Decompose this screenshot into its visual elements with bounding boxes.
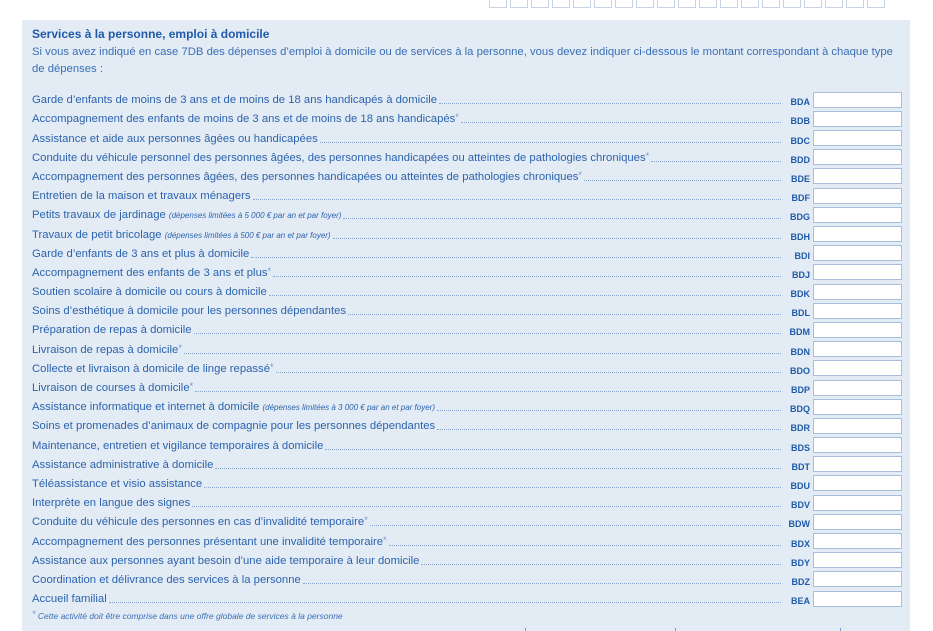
asterisk-mark: * [364,515,368,526]
amount-input-bdj[interactable] [813,264,902,280]
top-box [846,0,864,8]
amount-input-bdk[interactable] [813,284,902,300]
expense-label-text: Accompagnement des enfants de moins de 3 ans et de moins de 18 ans handicapés [32,113,456,126]
box-code: BDD [790,154,810,165]
dot-leader [461,122,781,123]
dot-leader [437,410,781,411]
top-box [825,0,843,8]
amount-input-bdl[interactable] [813,303,902,319]
expense-label [32,555,419,569]
expense-row-bdl [32,300,902,319]
expense-label-text: Soins et promenades d’animaux de compagnie pour les personnes dépendantes [32,420,436,433]
expense-row-bdh [32,223,902,242]
box-code: BDK [790,289,810,300]
expense-label-text: Collecte et livraison à domicile de linge repassé [32,362,270,375]
expense-label-text: Accompagnement des enfants de 3 ans et plus [32,266,268,279]
expense-label-text: Livraison de repas à domicile [32,343,179,356]
top-box [573,0,591,8]
box-code: BDP [790,385,810,395]
box-code: BDG [790,212,810,223]
box-code: BDQ [790,404,810,415]
expense-label-text: Soins d’esthétique à domicile pour les personnes dépendantes [32,305,347,318]
dot-leader [333,238,781,239]
expense-label-text: Téléassistance et visio assistance [32,477,203,490]
expense-row-bdx [32,530,902,549]
amount-input-bde[interactable] [813,168,902,184]
expense-label [32,401,435,415]
top-box [510,0,528,8]
dot-leader [651,161,781,162]
dot-leader [437,429,781,430]
dot-leader [192,506,781,507]
expense-label-text: Interprète en langue des signes [32,497,191,510]
top-box [636,0,654,8]
expense-row-bdo [32,358,902,377]
expense-row-bdr [32,415,902,434]
box-code: BDF [791,193,810,204]
expense-row-bdn [32,338,902,357]
amount-input-bda[interactable] [813,92,902,108]
expense-label [32,171,582,185]
expense-label-text: Conduite du véhicule des personnes en cas d’invalidité temporaire [32,516,365,529]
expense-label [32,420,435,434]
expense-row-bdz [32,569,902,588]
top-box [615,0,633,8]
box-code: BDT [791,461,810,472]
amount-input-bdz[interactable] [813,571,902,587]
dot-leader [348,314,781,315]
box-code: BDE [790,173,810,184]
amount-input-bdo[interactable] [813,360,902,376]
footnote [32,611,343,621]
top-box [489,0,507,8]
expense-label [32,209,341,223]
footnote-star: * [32,609,36,619]
expense-label [32,440,323,454]
box-code: BDZ [791,576,810,587]
dot-leader [215,468,781,469]
amount-input-bdy[interactable] [813,552,902,568]
dot-leader [389,545,781,546]
amount-input-bdn[interactable] [813,341,902,357]
expense-row-bdg [32,204,902,223]
dot-leader [253,199,781,200]
expense-label [32,497,190,511]
expense-label-text: Livraison de courses à domicile [32,382,190,394]
expense-label [32,478,202,492]
box-code: BDM [789,327,810,338]
amount-input-bdc[interactable] [813,130,902,146]
expense-label-text: Accompagnement des personnes âgées, des personnes handicapées ou atteintes de pathologies chroniques [32,170,579,183]
box-code: BDI [794,250,810,261]
expense-rows [32,89,902,607]
dot-leader [273,276,781,277]
expense-label [32,305,346,319]
top-box [594,0,612,8]
amount-input-bea[interactable] [813,591,902,607]
box-code: BDL [791,308,810,319]
expense-label-text: Assistance et aide aux personnes âgées ou handicapées [32,132,318,145]
top-box [678,0,696,8]
expense-label [32,516,368,530]
dot-leader [370,525,781,526]
amount-input-bdp[interactable] [813,380,902,396]
box-code: BDN [790,346,810,357]
section-title: Services à la personne, emploi à domicile [32,27,270,41]
expense-label [32,286,267,300]
expense-row-bdv [32,492,902,511]
expense-row-bdw [32,511,902,530]
amount-input-bdd[interactable] [813,149,902,165]
expense-row-bdt [32,454,902,473]
expense-label-text: Maintenance, entretien et vigilance temporaires à domicile [32,439,324,452]
expense-label-text: Travaux de petit bricolage [32,228,162,241]
expense-row-bdc [32,127,902,146]
amount-input-bdm[interactable] [813,322,902,338]
expense-label [32,324,192,338]
expense-label [32,248,249,262]
amount-input-bdv[interactable] [813,495,902,511]
dot-leader [325,449,781,450]
expense-label [32,536,387,550]
dot-leader [184,353,781,354]
box-code: BDY [790,557,810,568]
amount-input-bdq[interactable] [813,399,902,415]
expense-label [32,574,301,588]
amount-input-bdt[interactable] [813,456,902,472]
asterisk-mark: * [189,381,194,391]
expense-row-bdm [32,319,902,338]
asterisk-mark: * [383,534,387,545]
expense-limit-note: (dépenses limitées à 500 € par an et par foyer) [164,230,331,240]
asterisk-mark: * [645,150,650,161]
dot-leader [251,257,781,258]
expense-row-bda [32,89,902,108]
expense-label [32,133,318,147]
amount-input-bdw[interactable] [813,514,902,530]
amount-input-bdb[interactable] [813,111,902,127]
box-code: BDJ [791,269,810,280]
dot-leader [421,564,781,565]
box-code: BDO [790,365,810,376]
expense-label-text: Entretien de la maison et travaux ménagers [32,190,251,203]
amount-input-bdi[interactable] [813,245,902,261]
amount-input-bdf[interactable] [813,188,902,204]
expense-row-bds [32,434,902,453]
box-code: BDH [790,231,810,242]
amount-input-bdh[interactable] [813,226,902,242]
dot-leader [269,295,781,296]
dot-leader [276,372,781,373]
expense-label [32,152,649,166]
expense-label-text: Petits travaux de jardinage [32,209,166,222]
amount-input-bds[interactable] [813,437,902,453]
expense-limit-note: (dépenses limitées à 5 000 € par an et par foyer) [168,211,342,221]
expense-row-bdu [32,473,902,492]
expense-row-bde [32,166,902,185]
dot-leader [439,103,781,104]
box-code: BDX [790,538,810,549]
dot-leader [303,583,781,584]
expense-row-bdq [32,396,902,415]
expense-label [32,190,251,204]
section-intro: Si vous avez indiqué en case 7DB des dépenses d’emploi à domicile ou de services à la personne, vous devez indiquer ci-dessous le montant correspondant à chaque type de dépenses : [32,46,893,75]
box-code: BDW [788,519,810,530]
box-code: BDU [790,480,810,491]
amount-input-bdr[interactable] [813,418,902,434]
box-code: BDB [790,116,810,127]
box-code: BDA [790,97,810,108]
expense-label-text: Préparation de repas à domicile [32,324,192,337]
expense-label-text: Assistance aux personnes ayant besoin d’une aide temporaire à leur domicile [32,554,420,567]
expense-label [32,363,274,377]
expense-label-text: Accueil familial [32,593,107,606]
top-box [867,0,885,8]
expense-limit-note: (dépenses limitées à 3 000 € par an et par foyer) [262,403,435,413]
expense-label-text: Accompagnement des personnes présentant une invalidité temporaire [32,535,384,548]
expense-row-bdi [32,243,902,262]
dot-leader [194,333,781,334]
expense-row-bdy [32,550,902,569]
box-code: BDR [790,423,810,434]
expense-row-bdk [32,281,902,300]
expense-label [32,113,459,127]
top-box [804,0,822,8]
expense-label-text: Soutien scolaire à domicile ou cours à domicile [32,286,267,299]
expense-row-bdd [32,147,902,166]
top-box [531,0,549,8]
expense-label [32,593,107,607]
expense-label-text: Assistance informatique et internet à domicile [32,401,260,414]
expense-label-text: Coordination et délivrance des services à la personne [32,573,301,586]
expense-label [32,459,213,473]
expense-label-text: Garde d’enfants de 3 ans et plus à domicile [32,247,250,260]
box-code: BDV [790,500,810,511]
top-box [552,0,570,8]
top-box [720,0,738,8]
amount-input-bdx[interactable] [813,533,902,549]
top-box [741,0,759,8]
asterisk-mark: * [578,169,582,180]
expense-label [32,229,331,243]
expense-row-bdp [32,377,902,396]
top-boxes [489,0,885,8]
dot-leader [204,487,781,488]
expense-label-text: Garde d’enfants de moins de 3 ans et de moins de 18 ans handicapés à domicile [32,94,438,107]
expense-row-bea [32,588,902,607]
dot-leader [343,218,781,219]
expense-label [32,382,193,396]
top-box [699,0,717,8]
dot-leader [109,602,781,603]
expense-row-bdf [32,185,902,204]
box-code: BDC [790,135,810,146]
top-box [783,0,801,8]
asterisk-mark: * [267,265,272,276]
amount-input-bdu[interactable] [813,475,902,491]
box-code: BDS [790,442,810,453]
expense-label [32,94,437,108]
top-box [762,0,780,8]
box-code: BEA [790,596,810,607]
asterisk-mark: * [455,112,459,123]
dot-leader [320,142,781,143]
amount-input-bdg[interactable] [813,207,902,223]
expense-row-bdj [32,262,902,281]
expense-label [32,344,182,358]
expense-label [32,267,271,281]
expense-label-text: Conduite du véhicule personnel des personnes âgées, des personnes handicapées ou atteintes de pathologies chroniques [32,151,646,164]
top-box [657,0,675,8]
expense-row-bdb [32,108,902,127]
footnote-text: Cette activité doit être comprise dans une offre globale de services à la personne [37,611,343,621]
dot-leader [584,180,781,181]
asterisk-mark: * [270,361,274,372]
expense-label-text: Assistance administrative à domicile [32,458,214,471]
asterisk-mark: * [178,342,182,353]
dot-leader [195,391,781,392]
